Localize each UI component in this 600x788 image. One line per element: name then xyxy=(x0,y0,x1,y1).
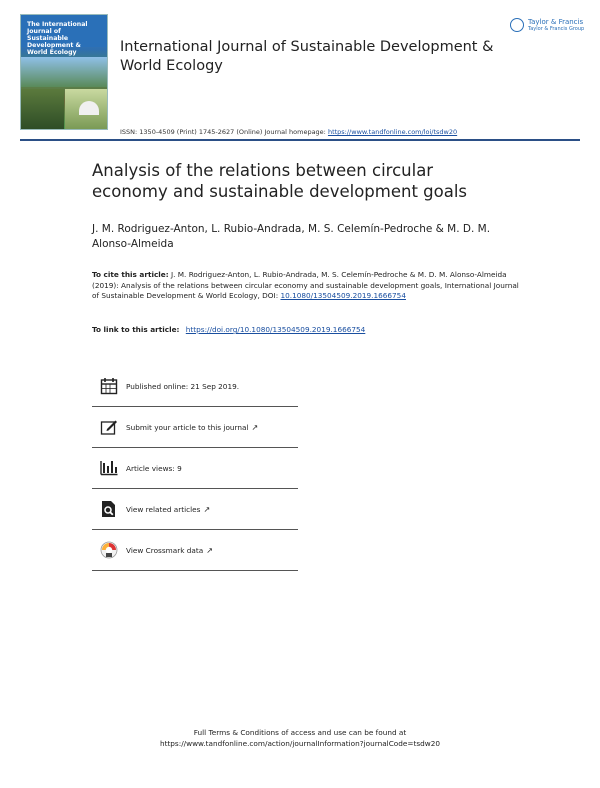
issn-text: ISSN: 1350-4509 (Print) 1745-2627 (Online) Journal homepage: xyxy=(120,128,326,136)
article-authors: J. M. Rodriguez-Anton, L. Rubio-Andrada, M. S. Celemín-Pedroche & M. D. M. Alonso-Almeida xyxy=(92,223,491,250)
journal-title[interactable]: International Journal of Sustainable Development & World Ecology xyxy=(120,39,494,74)
cover-photo-hut xyxy=(79,101,99,115)
external-link-icon: ↗ xyxy=(251,422,259,432)
bar-chart-icon xyxy=(99,458,119,478)
calendar-icon xyxy=(99,376,119,396)
article-doi-url[interactable]: https://doi.org/10.1080/13504509.2019.1666754 xyxy=(185,325,366,334)
issn-line xyxy=(120,128,457,136)
publisher-name: Taylor & Francis xyxy=(528,18,584,26)
footer-terms-text: Full Terms & Conditions of access and use can be found at xyxy=(193,728,407,737)
cover-photo-forest xyxy=(21,89,64,129)
publisher-logo[interactable] xyxy=(510,18,584,32)
search-document-icon xyxy=(99,499,119,519)
published-online-label: Published online: 21 Sep 2019. xyxy=(126,381,240,391)
cover-photo-sky xyxy=(21,57,107,87)
crossmark-icon xyxy=(99,540,119,560)
citation-label: To cite this article: xyxy=(92,270,169,279)
crossmark-item[interactable] xyxy=(92,530,298,571)
submit-article-label: Submit your article to this journal xyxy=(126,422,249,432)
link-label: To link to this article: xyxy=(92,325,180,334)
related-articles-label: View related articles xyxy=(126,504,201,514)
footer xyxy=(0,727,600,749)
footer-terms-link[interactable]: https://www.tandfonline.com/action/journalInformation?journalCode=tsdw20 xyxy=(159,739,441,748)
crossmark-label: View Crossmark data xyxy=(126,545,204,555)
article-views-item xyxy=(92,448,298,489)
citation-text: J. M. Rodriguez-Anton, L. Rubio-Andrada, M. S. Celemín-Pedroche & M. D. M. Alonso-Almeida (2019): Analysis of the relations between circular economy and sustainable development goals, International Journal of Sustainable Development & World Ecology, DOI: xyxy=(92,270,519,300)
article-actions-list xyxy=(92,366,298,571)
citation-doi-link[interactable]: 10.1080/13504509.2019.1666754 xyxy=(280,291,406,300)
citation-block xyxy=(92,270,522,302)
journal-cover-image xyxy=(20,14,108,130)
article-views-label: Article views: 9 xyxy=(126,463,182,473)
submit-article-item[interactable] xyxy=(92,407,298,448)
article-link-line xyxy=(92,325,522,334)
external-link-icon: ↗ xyxy=(203,504,211,514)
external-link-icon: ↗ xyxy=(206,545,213,555)
related-articles-item[interactable] xyxy=(92,489,298,530)
published-online-item xyxy=(92,366,298,407)
header-divider xyxy=(20,139,580,141)
edit-icon xyxy=(99,417,119,437)
publisher-logo-icon xyxy=(510,18,524,32)
publisher-subname: Taylor & Francis Group xyxy=(528,26,585,32)
article-title: Analysis of the relations between circular economy and sustainable development goals xyxy=(92,161,468,201)
cover-title: The International Journal of Sustainable Development & World Ecology xyxy=(27,21,88,56)
journal-homepage-link[interactable]: https://www.tandfonline.com/loi/tsdw20 xyxy=(327,128,458,136)
